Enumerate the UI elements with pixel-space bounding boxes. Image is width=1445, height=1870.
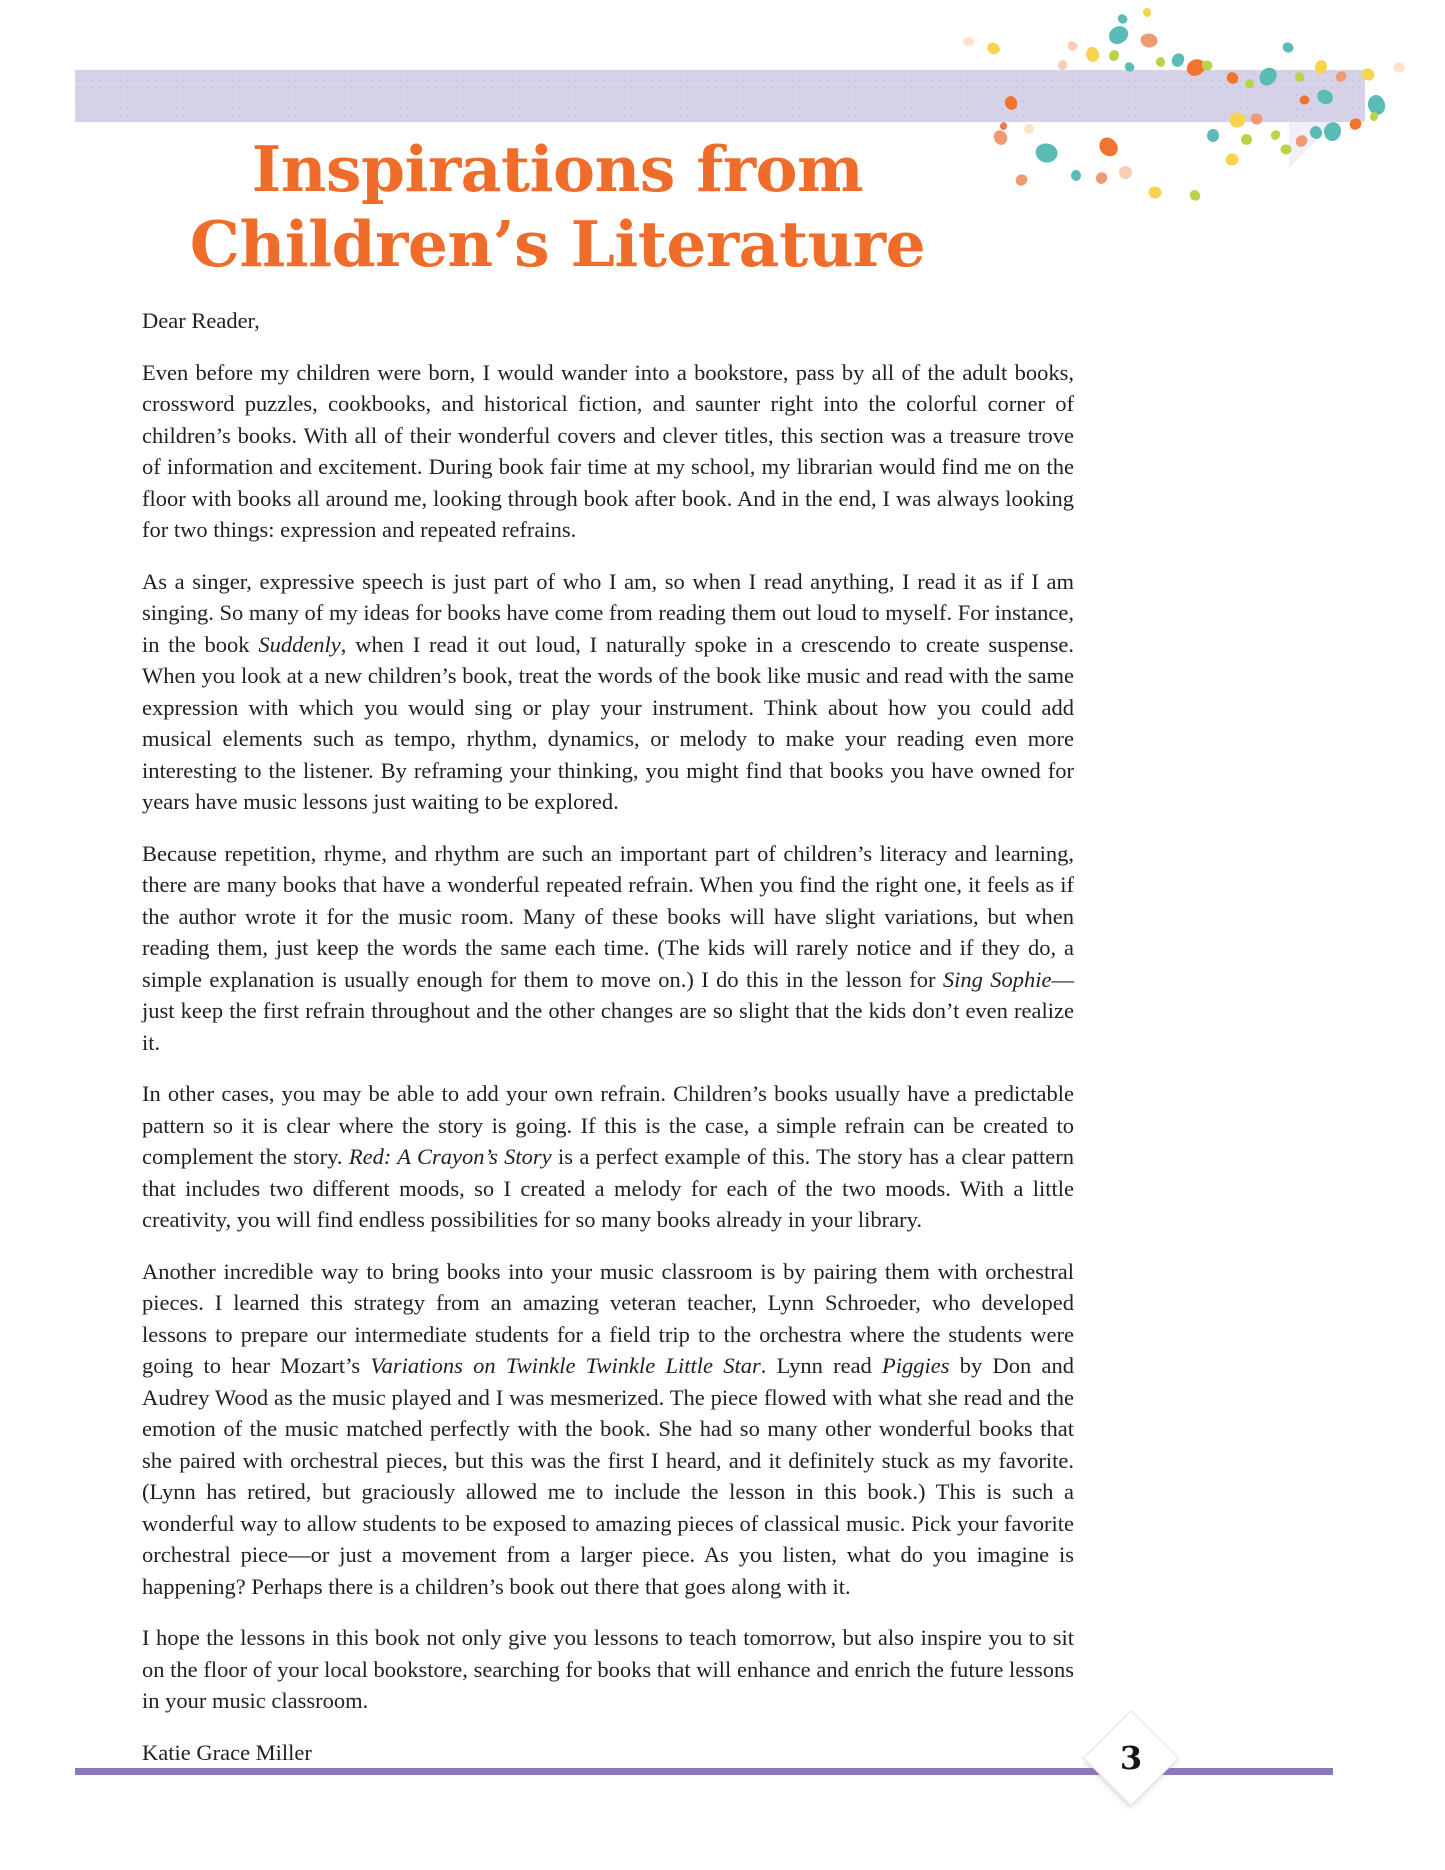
book-title-italic: Red: A Crayon’s Story (348, 1144, 552, 1169)
letter-signature: Katie Grace Miller (142, 1739, 312, 1765)
confetti-dot (1142, 7, 1151, 17)
letter-paragraphs (142, 357, 1074, 1717)
page-title-line-1: Inspirations from (251, 132, 864, 206)
confetti-dot (963, 37, 974, 46)
book-title-italic: Suddenly (258, 631, 341, 657)
confetti-dot (985, 40, 1002, 57)
header-banner-band (75, 70, 1365, 122)
letter-paragraph: Because repetition, rhyme, and rhythm are such an important part of children’s literacy and learning, there are many books that have a wonderful repeated refrain. When you find the right one, it feels as if the author wrote it for the music room. Many of these books will have slight variations, but when reading them, just keep the words the same each time. (The kids will rarely notice and if they do, a simple explanation is usually enough for them to move on.) I do this in the lesson for Sing Sophie—just keep the first refrain throughout and the other changes are so slight that the kids don’t even realize it. (142, 840, 1074, 1055)
page-number-badge (1085, 1712, 1177, 1804)
confetti-dot (1156, 57, 1166, 68)
book-title-italic: Sing Sophie (942, 966, 1052, 992)
page-number-text: 3 (1119, 1739, 1143, 1777)
confetti-dot (1369, 111, 1380, 122)
letter-paragraph: Even before my children were born, I would wander into a bookstore, pass by all of the adult books, crossword puzzles, cookbooks, and historical fiction, and saunter right into the colorful corner of children’s books. With all of their wonderful covers and clever titles, this section was a treasure trove of information and excitement. During book fair time at my school, my librarian would find me on the floor with books all around me, looking through book after book. And in the end, I was always looking for two things: expression and repeated refrains. (142, 359, 1074, 542)
confetti-dot (1085, 46, 1101, 63)
letter-paragraph: Another incredible way to bring books into your music classroom is by pairing them with orchestral pieces. I learned this strategy from an amazing veteran teacher, Lynn Schroeder, who developed lessons to prepare our intermediate students for a field trip to the orchestra where the students were going to hear Mozart’s Variations on Twinkle Twinkle Little Star. Lynn read Piggies by Don and Audrey Wood as the music played and I was mesmerized. The piece flowed with what she read and the emotion of the music matched perfectly with the book. She had so many other wonderful books that she paired with orchestral pieces, but this was the first I heard, and it definitely stuck as my favorite. (Lynn has retired, but graciously allowed me to include the lesson in this book.) This is such a wonderful way to allow students to be exposed to amazing pieces of classical music. Pick your favorite orchestral piece—or just a movement from a larger piece. As you listen, what do you imagine is happening? Perhaps there is a children’s book out there that goes along with it. (142, 1258, 1074, 1599)
confetti-dot (1169, 51, 1186, 69)
confetti-dot (999, 121, 1008, 131)
letter-body (142, 305, 1074, 1768)
letter-paragraph: In other cases, you may be able to add your own refrain. Children’s books usually have a predictable pattern so it is clear where the story is going. If this is the case, a simple refrain can be created to complement the story. Red: A Crayon’s Story is a perfect example of this. The story has a clear pattern that includes two different moods, so I created a melody for each of the two moods. With a little creativity, you will find endless possibilities for so many books already in your library. (142, 1081, 1074, 1232)
letter-salutation: Dear Reader, (142, 308, 260, 333)
confetti-dot (1116, 12, 1129, 25)
page-title-line-2: Children’s Literature (189, 207, 926, 281)
letter-paragraph: As a singer, expressive speech is just part of who I am, so when I read anything, I read it as if I am singing. So many of my ideas for books have come from reading them out loud to myself. For instance, in the book Suddenly, when I read it out loud, I naturally spoke in a crescendo to create suspense. When you look at a new children’s book, treat the words of the book like music and read with the same expression with which you would sing or play your instrument. Think about how you could add musical elements such as tempo, rhythm, dynamics, or melody to make your reading even more interesting to the listener. By reframing your thinking, you might find that books you have owned for years have music lessons just waiting to be explored. (142, 568, 1074, 814)
book-title-italic: Variations on Twinkle Twinkle Little Star (370, 1353, 761, 1378)
confetti-dot (1281, 40, 1296, 54)
confetti-dot (1366, 93, 1387, 116)
confetti-dot (1106, 23, 1132, 47)
confetti-dot (1066, 39, 1079, 52)
letter-paragraph: I hope the lessons in this book not only give you lessons to teach tomorrow, but also inspire you to sit on the floor of your local bookstore, searching for books that will enhance and enrich the future lessons in your music classroom. (142, 1625, 1074, 1713)
page-title (0, 132, 1445, 282)
confetti-dot (1393, 62, 1405, 73)
confetti-dot (1139, 32, 1158, 49)
book-title-italic: Piggies (882, 1353, 950, 1378)
confetti-dot (1107, 48, 1121, 62)
